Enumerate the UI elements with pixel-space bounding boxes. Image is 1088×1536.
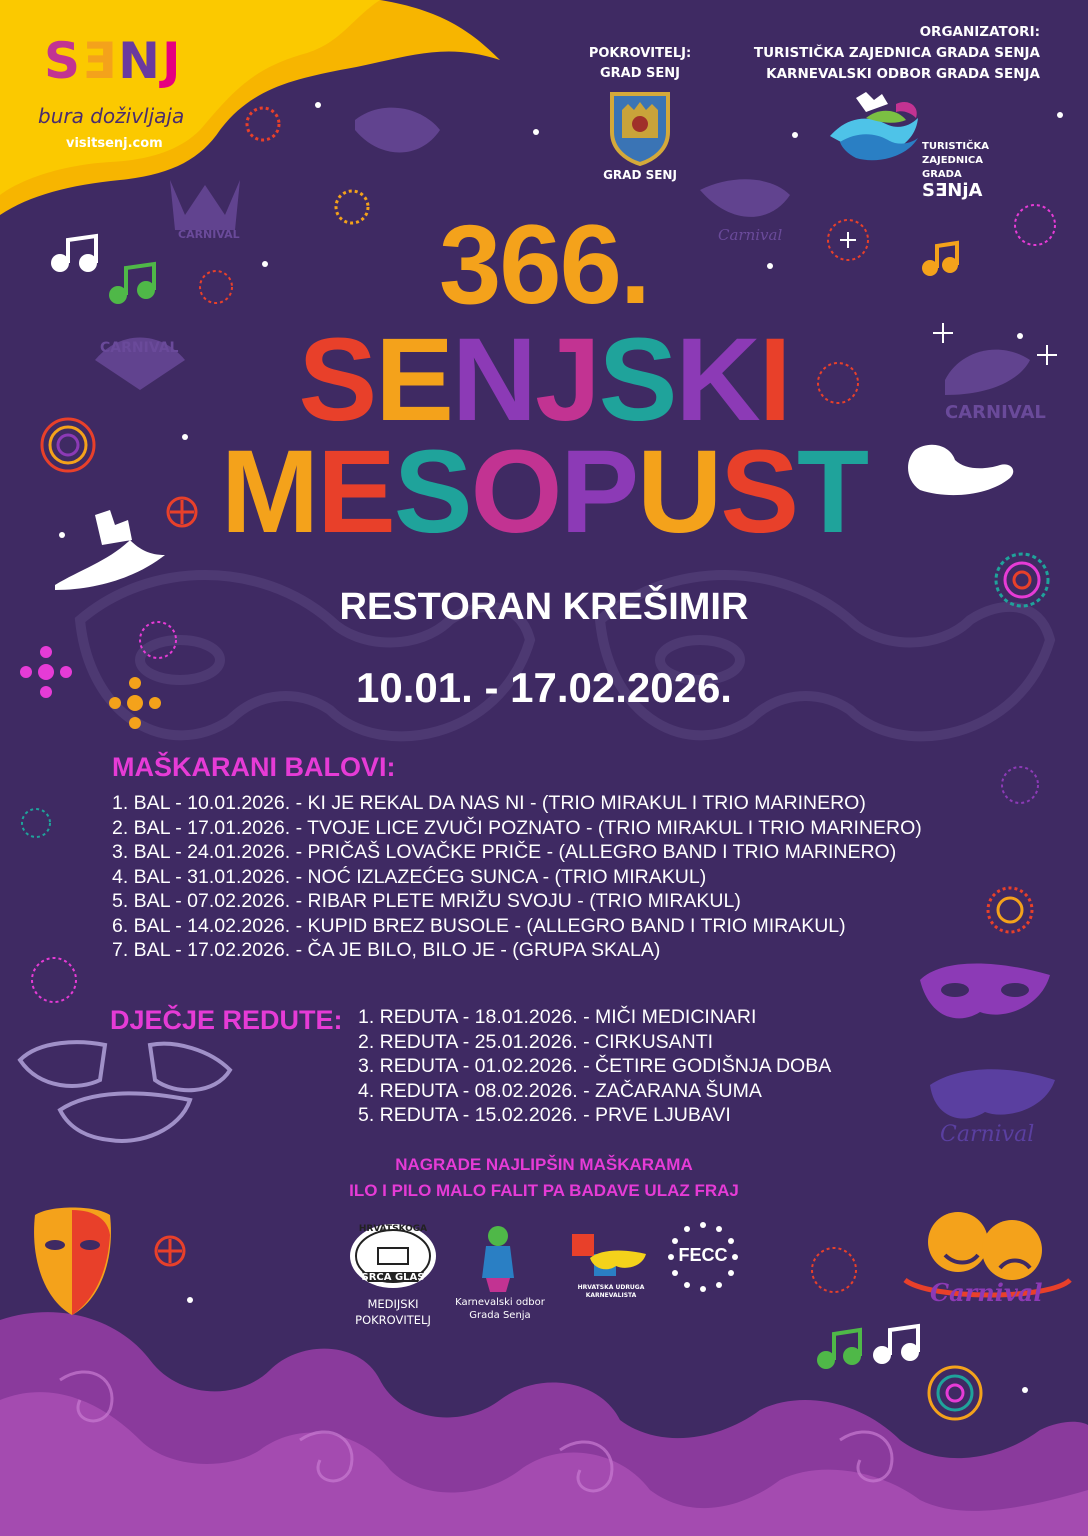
radio-logo-bottom: SRCA GLAS (361, 1272, 425, 1283)
title-letter: K (675, 314, 759, 446)
list-item: 6. BAL - 14.02.2026. - KUPID BREZ BUSOLE - (ALLEGRO BAND I TRIO MIRAKUL) (112, 914, 846, 937)
radio-caption (335, 1296, 451, 1328)
title-letter: E (317, 426, 394, 558)
title-letter: S (598, 314, 676, 446)
sponsor-label-line: POKROVITELJ: (588, 46, 692, 61)
caption-line: KARNEVALISTA (585, 1292, 637, 1299)
sponsor-label (560, 44, 720, 84)
list-item: 1. REDUTA - 18.01.2026. - MIČI MEDICINARI (358, 1006, 757, 1028)
venue: RESTORAN KREŠIMIR (339, 586, 749, 628)
title-letter: T (797, 426, 868, 558)
carnival-text: CARNIVAL (178, 228, 240, 241)
radio-logo-top: HRVATSKOGA (358, 1224, 428, 1234)
odbor-caption (452, 1296, 548, 1322)
title-letter: I (758, 314, 790, 446)
hrvatska-caption (566, 1284, 656, 1300)
list-item: 3. REDUTA - 01.02.2026. - ČETIRE GODIŠNJA DOBA (358, 1055, 832, 1077)
title-letter: N (451, 314, 536, 446)
caption-line: POKROVITELJ (355, 1313, 431, 1327)
title-line-mesopust (0, 424, 1088, 560)
carnival-text: CARNIVAL (945, 402, 1046, 423)
title-letter: P (560, 426, 638, 558)
carnival-text: Carnival (718, 226, 783, 244)
tz-logo-line: GRADA (922, 169, 962, 180)
list-item: 2. BAL - 17.01.2026. - TVOJE LICE ZVUČI POZNATO - (TRIO MIRAKUL I TRIO MARINERO) (112, 816, 922, 839)
title-letter: S (393, 426, 471, 558)
tz-logo-text (922, 140, 989, 182)
organizers (754, 22, 1040, 85)
kids-heading: DJEČJE REDUTE: (110, 1005, 343, 1035)
notice-line: ILO I PILO MALO FALIT PA BADAVE ULAZ FRAJ (349, 1181, 739, 1200)
hrvatska-udruga-logo-icon (572, 1234, 650, 1282)
sponsor-label-line: GRAD SENJ (599, 66, 681, 81)
tz-logo-line: ZAJEDNICA (922, 155, 984, 166)
fecc-logo-text: FECC (678, 1245, 728, 1265)
karnevalski-odbor-figure-icon (478, 1222, 518, 1294)
title-letter: M (220, 426, 318, 558)
caption-line: Karnevalski odbor (455, 1297, 545, 1308)
caption-line: MEDIJSKI (367, 1297, 419, 1311)
title-letter: U (637, 426, 721, 558)
balls-list (112, 791, 922, 963)
title-letter: J (535, 314, 599, 446)
tz-senja-logo-icon (826, 88, 922, 170)
logo-tagline: bura doživljaja (38, 104, 185, 128)
carnival-text: Carnival (930, 1278, 1043, 1307)
title-letter: E (375, 314, 452, 446)
edition-number: 366. (439, 202, 649, 327)
kids-list (358, 1005, 831, 1128)
carnival-text: CARNIVAL (100, 340, 179, 356)
notice-line: NAGRADE NAJLIPŠIN MAŠKARAMA (395, 1155, 693, 1174)
tz-senja-wordmark: SƎNjA (922, 180, 983, 201)
crest-caption: GRAD SENJ (603, 168, 677, 182)
caption-line: HRVATSKA UDRUGA (577, 1284, 645, 1291)
list-item: 1. BAL - 10.01.2026. - KI JE REKAL DA NAS NI - (TRIO MIRAKUL I TRIO MARINERO) (112, 792, 866, 814)
logo-url: visitsenj.com (66, 136, 163, 151)
list-item: 5. REDUTA - 15.02.2026. - PRVE LJUBAVI (358, 1104, 731, 1126)
caption-line: Grada Senja (469, 1310, 531, 1321)
balls-heading: MAŠKARANI BALOVI: (112, 752, 396, 782)
title-letter: S (298, 314, 376, 446)
list-item: 4. REDUTA - 08.02.2026. - ZAČARANA ŠUMA (358, 1079, 762, 1102)
tz-logo-line: TURISTIČKA (922, 141, 989, 152)
organizers-label: ORGANIZATORI: (919, 24, 1040, 40)
notice (0, 1152, 1088, 1204)
carnival-text: Carnival (940, 1122, 1035, 1147)
grad-senj-crest-icon (608, 88, 672, 166)
list-item: 3. BAL - 24.01.2026. - PRIČAŠ LOVAČKE PRIČE - (ALLEGRO BAND I TRIO MARINERO) (112, 841, 897, 863)
list-item: 7. BAL - 17.02.2026. - ČA JE BILO, BILO JE - (GRUPA SKALA) (112, 939, 661, 961)
list-item: 2. REDUTA - 25.01.2026. - CIRKUSANTI (358, 1030, 714, 1053)
list-item: 4. BAL - 31.01.2026. - NOĆ IZLAZEĆEG SUNCA - (TRIO MIRAKUL) (112, 865, 707, 888)
title-letter: S (720, 426, 798, 558)
organizer-line: KARNEVALSKI ODBOR GRADA SENJA (766, 66, 1040, 82)
organizer-line: TURISTIČKA ZAJEDNICA GRADA SENJA (753, 45, 1040, 61)
senj-logo: SƎNJ (44, 32, 183, 90)
title-letter: O (470, 426, 561, 558)
event-dates: 10.01. - 17.02.2026. (356, 664, 732, 711)
list-item: 5. BAL - 07.02.2026. - RIBAR PLETE MRIŽU SVOJU - (TRIO MIRAKUL) (112, 890, 741, 912)
